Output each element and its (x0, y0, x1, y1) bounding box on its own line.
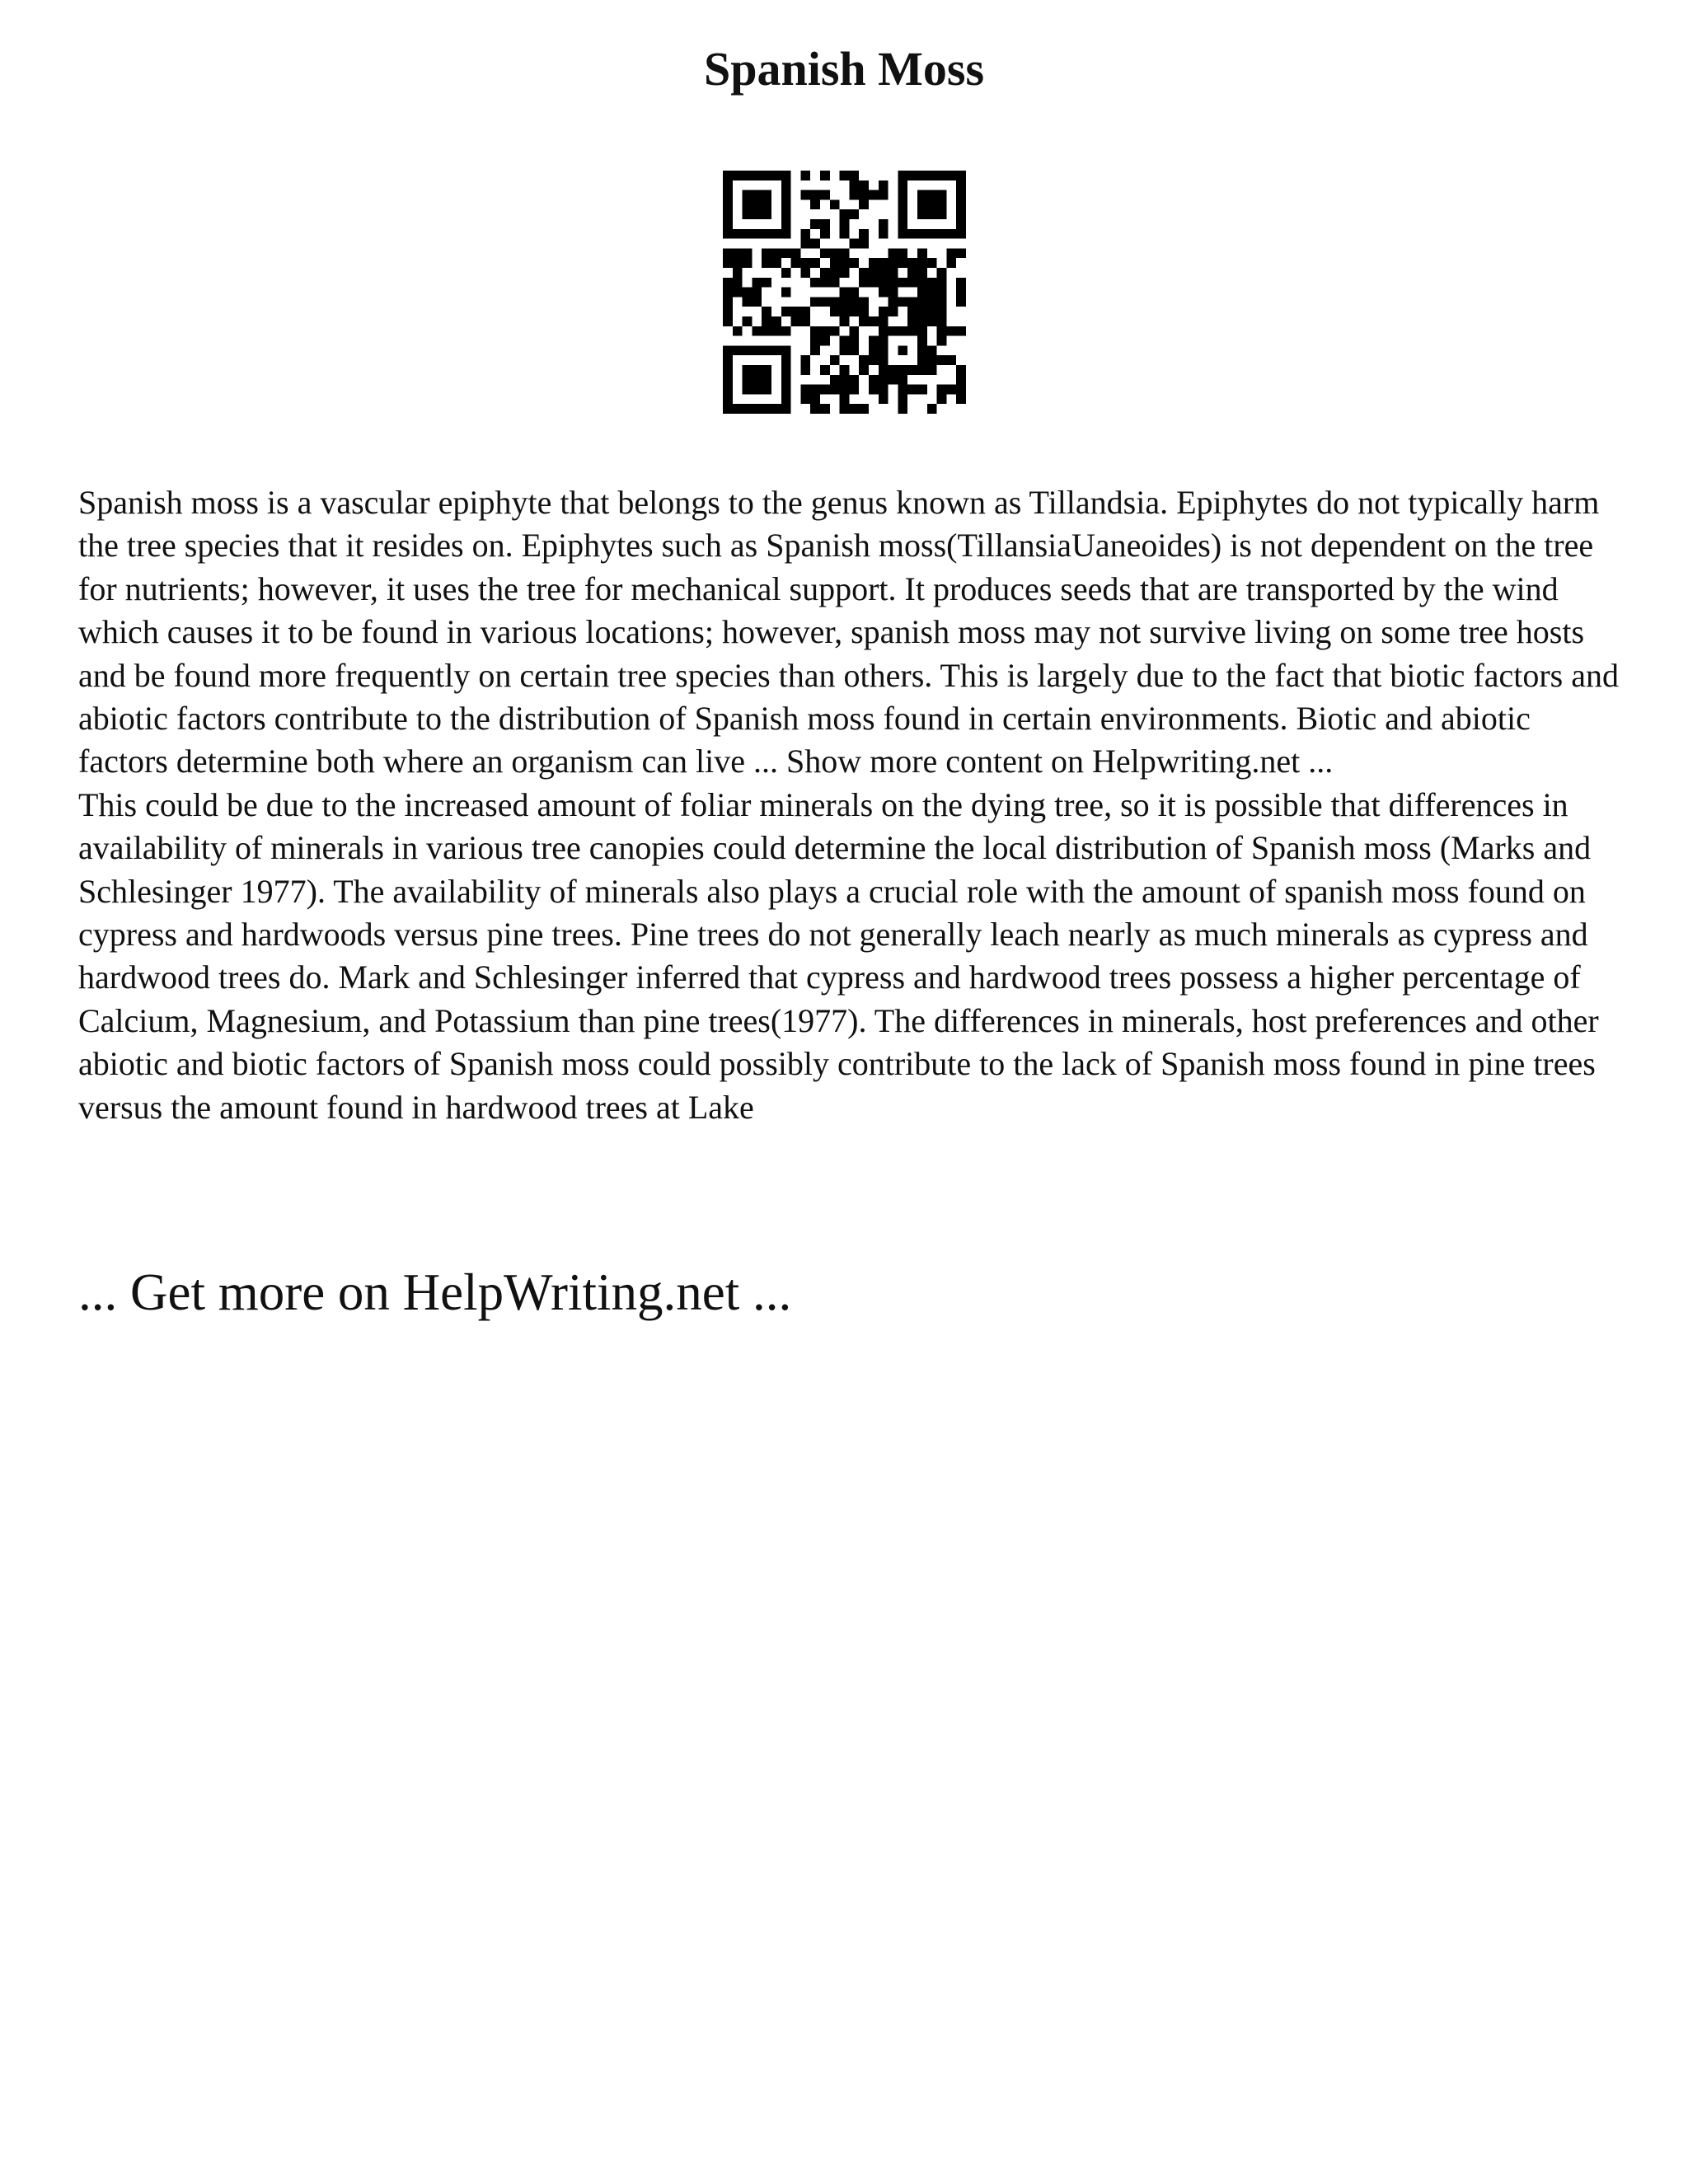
article-body (78, 481, 1628, 1129)
qr-code-icon (723, 171, 966, 414)
paragraph-2: This could be due to the increased amount of foliar minerals on the dying tree, so it is possible that differences in availability of minerals in various tree canopies could determine the local distribution of Spanish moss (Marks and Schlesinger 1977). The availability of minerals also plays a crucial role with the amount of spanish moss found on cypress and hardwoods versus pine trees. Pine trees do not generally leach nearly as much minerals as cypress and hardwood trees do. Mark and Schlesinger inferred that cypress and hardwood trees possess a higher percentage of Calcium, Magnesium, and Potassium than pine trees(1977). The differences in minerals, host preferences and other abiotic and biotic factors of Spanish moss could possibly contribute to the lack of Spanish moss found in pine trees versus the amount found in hardwood trees at Lake (78, 785, 1599, 1126)
page-title: Spanish Moss (703, 42, 985, 96)
paragraph-1: Spanish moss is a vascular epiphyte that belongs to the genus known as Tillandsia. Epiphytes do not typically harm the tree species that it resides on. Epiphytes such as Spanish moss(TillansiaUaneoides) is not dependent on the tree for nutrients; however, it uses the tree for mechanical support. It produces seeds that are transported by the wind which causes it to be found in various locations; however, spanish moss may not survive living on some tree hosts and be found more frequently on certain tree species than others. This is largely due to the fact that biotic factors and abiotic factors contribute to the distribution of Spanish moss found in certain environments. Biotic and abiotic factors determine both where an organism can live ... Show more content on Helpwriting.net ... (78, 484, 1620, 780)
get-more-link[interactable]: ... Get more on HelpWriting.net ... (78, 1263, 792, 1321)
